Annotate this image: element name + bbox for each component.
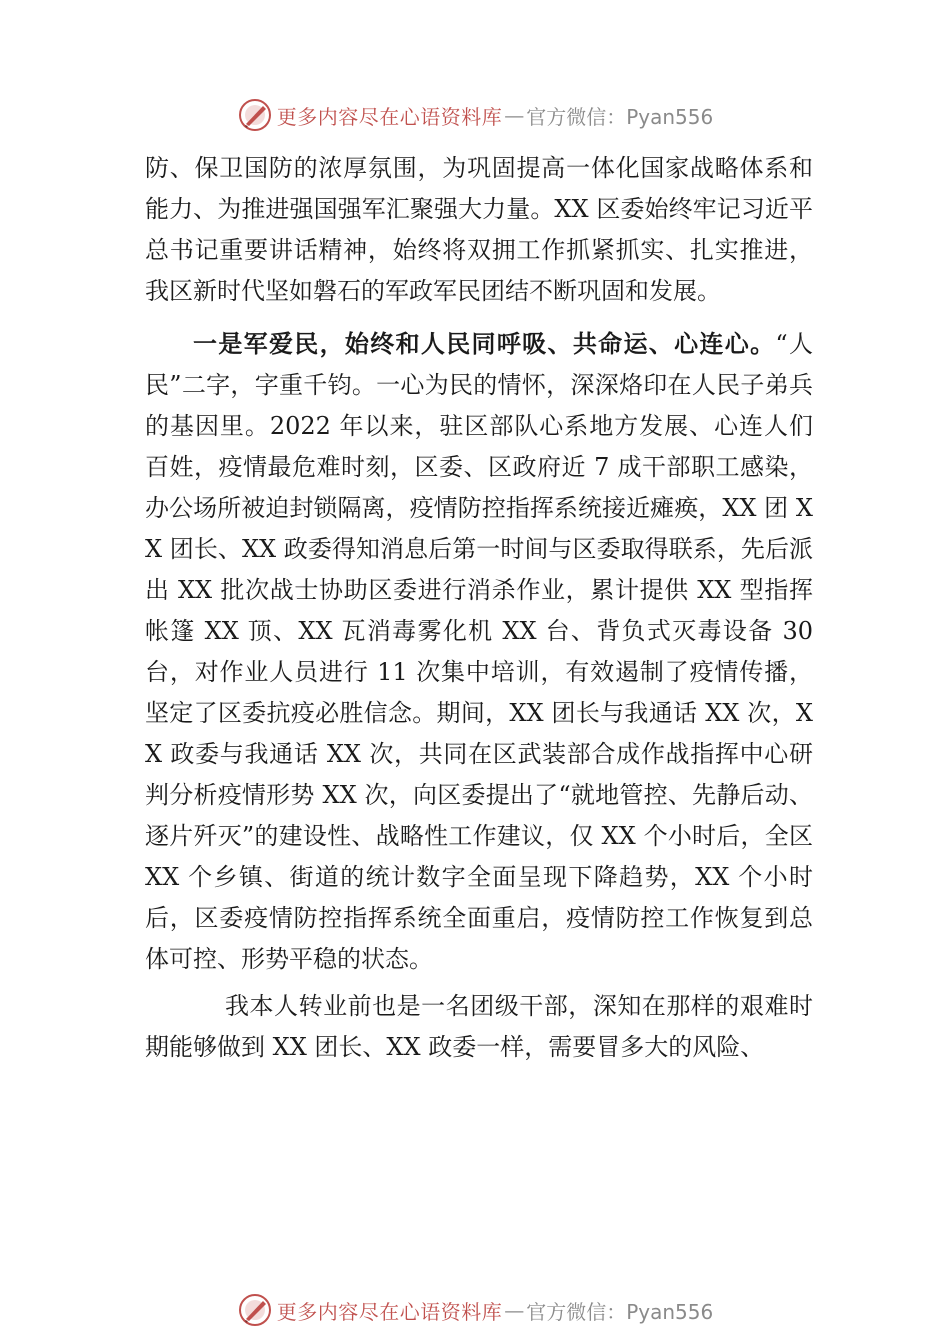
paragraph-3: 我本人转业前也是一名团级干部，深知在那样的艰难时期能够做到 XX 团长、XX 政委一样，需要冒多大的风险、	[145, 992, 813, 1061]
brush-logo-icon	[237, 97, 273, 133]
watermark-sub-text: 官方微信：Pyan556	[526, 1299, 714, 1324]
paragraph-2-body: “人民”二字，字重千钧。一心为民的情怀，深深烙印在人民子弟兵的基因里。2022 年以来，驻区部队心系地方发展、心连人们百姓，疫情最危难时刻，区委、区政府近 7 成干部职工感染，办公场所被迫封锁隔离，疫情防控指挥系统接近瘫痪，XX 团 XX 团长、XX 政委得知消息后第一时间与区委取得联系，先后派出 XX 批次战士协助区委进行消杀作业，累计提供 XX 型指挥帐篷 XX 顶、XX 瓦消毒雾化机 XX 台、背负式灭毒设备 30 台，对作业人员进行 11 次集中培训，有效遏制了疫情传播，坚定了区委抗疫必胜信念。期间，XX 团长与我通话 XX 次，XX 政委与我通话 XX 次，共同在区武装部合成作战指挥中心研判分析疫情形势 XX 次，向区委提出了“就地管控、先静后动、逐片歼灭”的建设性、战略性工作建议，仅 XX 个小时后，全区 XX 个乡镇、街道的统计数字全面呈现下降趋势，XX 个小时后，区委疫情防控指挥系统全面重启，疫情防控工作恢复到总体可控、形势平稳的状态。	[145, 330, 813, 973]
watermark-separator: —	[504, 1298, 525, 1322]
paragraph-2-lead: 一是军爱民，始终和人民同呼吸、共命运、心连心。	[193, 330, 776, 358]
paragraph-1: 防、保卫国防的浓厚氛围，为巩固提高一体化国家战略体系和能力、为推进强国强军汇聚强大力量。XX 区委始终牢记习近平总书记重要讲话精神，始终将双拥工作抓紧抓实、扎实推进，我区新时代坚如磐石的军政军民团结不断巩固和发展。	[145, 154, 813, 305]
brush-logo-icon	[237, 1292, 273, 1328]
watermark-main-text: 更多内容尽在心语资料库	[276, 1299, 503, 1324]
watermark-separator: —	[504, 103, 525, 127]
document-body	[145, 148, 813, 1068]
watermark-main-text: 更多内容尽在心语资料库	[276, 104, 503, 129]
watermark-sub-text: 官方微信：Pyan556	[526, 104, 714, 129]
footer-watermark	[0, 1290, 950, 1330]
paragraph-2	[145, 324, 813, 980]
header-watermark	[0, 95, 950, 135]
